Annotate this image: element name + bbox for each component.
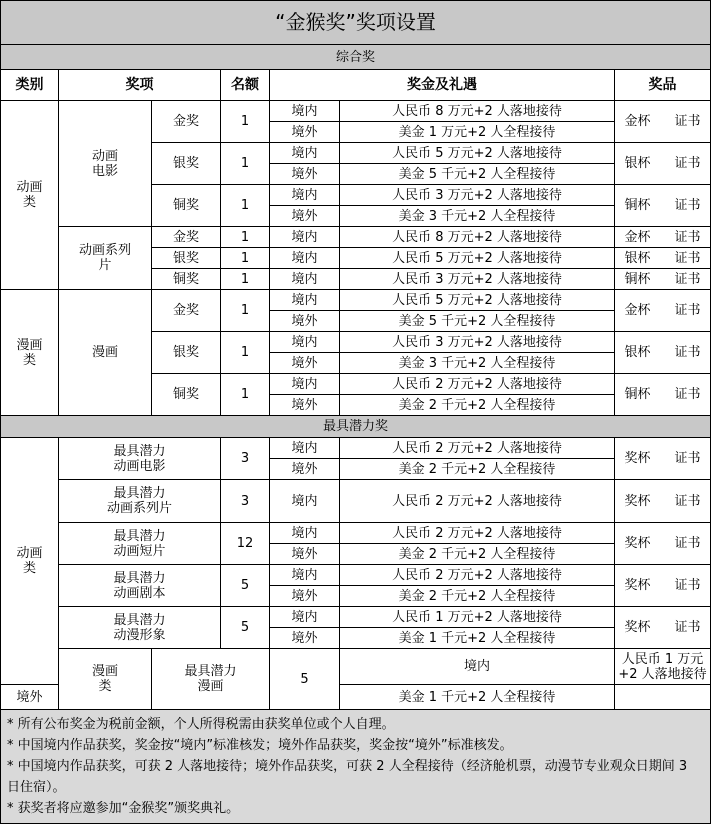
certificate: 证书 xyxy=(674,578,701,593)
potential-script-domestic: 人民币 2 万元+2 人落地接待 xyxy=(340,565,615,586)
potential-script-overseas: 美金 2 千元+2 人全程接待 xyxy=(340,586,615,607)
region-domestic: 境内 xyxy=(270,438,340,459)
region-domestic: 境内 xyxy=(270,480,340,523)
potential-series-award xyxy=(59,480,221,523)
bronze-cup: 铜杯 xyxy=(624,198,651,213)
certificate: 证书 xyxy=(674,345,701,360)
potential-category-comic-label: 漫画 类 xyxy=(91,664,118,694)
potential-film-award xyxy=(59,438,221,480)
region-overseas: 境外 xyxy=(270,459,340,480)
award-animated-series-label: 动画系列 片 xyxy=(78,243,131,273)
potential-character-prize xyxy=(615,607,711,649)
potential-film-domestic: 人民币 2 万元+2 人落地接待 xyxy=(340,438,615,459)
film-silver-prize xyxy=(615,143,711,185)
comic-bronze-prize xyxy=(615,374,711,416)
comic-gold-overseas: 美金 5 千元+2 人全程接待 xyxy=(340,311,615,332)
gold-cup: 金杯 xyxy=(624,114,651,129)
potential-comic-overseas: 美金 1 千元+2 人全程接待 xyxy=(340,685,615,710)
potential-comic-label: 最具潜力 漫画 xyxy=(184,664,237,694)
comic-bronze-quota: 1 xyxy=(221,374,270,416)
silver-cup: 银杯 xyxy=(624,156,651,171)
region-domestic: 境内 xyxy=(270,565,340,586)
region-overseas: 境外 xyxy=(1,685,59,710)
comic-gold-domestic: 人民币 5 万元+2 人落地接待 xyxy=(340,290,615,311)
region-domestic: 境内 xyxy=(270,290,340,311)
document-title: “金猴奖”奖项设置 xyxy=(1,1,711,45)
region-domestic: 境内 xyxy=(270,101,340,122)
certificate: 证书 xyxy=(674,303,701,318)
header-prize-money: 奖金及礼遇 xyxy=(270,70,615,101)
potential-script-label: 最具潜力 动画剧本 xyxy=(113,570,166,601)
section-potential: 最具潜力奖 xyxy=(1,416,711,438)
category-comic-label: 漫画 类 xyxy=(16,337,43,368)
potential-series-quota: 3 xyxy=(221,480,270,523)
potential-short-overseas: 美金 2 千元+2 人全程接待 xyxy=(340,544,615,565)
award-comic: 漫画 xyxy=(59,290,152,416)
series-bronze-quota: 1 xyxy=(221,269,270,290)
trophy: 奖杯 xyxy=(624,493,651,509)
region-domestic: 境内 xyxy=(270,143,340,164)
potential-script-quota: 5 xyxy=(221,565,270,607)
series-gold-award: 金奖 xyxy=(152,227,221,248)
region-overseas: 境外 xyxy=(270,206,340,227)
series-gold-domestic: 人民币 8 万元+2 人落地接待 xyxy=(340,227,615,248)
series-silver-domestic: 人民币 5 万元+2 人落地接待 xyxy=(340,248,615,269)
film-bronze-award: 铜奖 xyxy=(152,185,221,227)
certificate: 证书 xyxy=(674,387,701,402)
certificate: 证书 xyxy=(674,156,701,171)
film-silver-overseas: 美金 5 千元+2 人全程接待 xyxy=(340,164,615,185)
header-quota: 名额 xyxy=(221,70,270,101)
region-domestic: 境内 xyxy=(270,269,340,290)
certificate: 证书 xyxy=(674,198,701,213)
film-bronze-domestic: 人民币 3 万元+2 人落地接待 xyxy=(340,185,615,206)
certificate: 证书 xyxy=(674,536,701,551)
region-domestic: 境内 xyxy=(270,248,340,269)
potential-film-label: 最具潜力 动画电影 xyxy=(113,443,166,474)
film-bronze-prize xyxy=(615,185,711,227)
film-gold-domestic: 人民币 8 万元+2 人落地接待 xyxy=(340,101,615,122)
potential-short-award xyxy=(59,523,221,565)
series-bronze-domestic: 人民币 3 万元+2 人落地接待 xyxy=(340,269,615,290)
bronze-cup: 铜杯 xyxy=(624,387,651,402)
comic-bronze-award: 铜奖 xyxy=(152,374,221,416)
comic-bronze-domestic: 人民币 2 万元+2 人落地接待 xyxy=(340,374,615,395)
series-silver-prize xyxy=(615,248,711,269)
trophy: 奖杯 xyxy=(624,578,651,593)
certificate: 证书 xyxy=(674,620,701,635)
certificate: 证书 xyxy=(674,229,701,245)
potential-character-overseas: 美金 1 千元+2 人全程接待 xyxy=(340,628,615,649)
series-silver-award: 银奖 xyxy=(152,248,221,269)
potential-script-award xyxy=(59,565,221,607)
note-item: * 中国境内作品获奖，可获 2 人落地接待；境外作品获奖，可获 2 人全程接待（经济舱机票，动漫节专业观众日期间 3 日住宿）。 xyxy=(7,759,688,795)
film-silver-domestic: 人民币 5 万元+2 人落地接待 xyxy=(340,143,615,164)
film-gold-prize xyxy=(615,101,711,143)
potential-short-prize xyxy=(615,523,711,565)
comic-silver-overseas: 美金 3 千元+2 人全程接待 xyxy=(340,353,615,374)
gold-cup: 金杯 xyxy=(624,303,651,318)
potential-character-domestic: 人民币 1 万元+2 人落地接待 xyxy=(340,607,615,628)
comic-gold-award: 金奖 xyxy=(152,290,221,332)
header-prize: 奖品 xyxy=(615,70,711,101)
potential-series-prize xyxy=(615,480,711,523)
comic-gold-prize xyxy=(615,290,711,332)
region-overseas: 境外 xyxy=(270,586,340,607)
certificate: 证书 xyxy=(674,493,701,509)
region-domestic: 境内 xyxy=(270,374,340,395)
notes-block xyxy=(1,710,711,824)
category-comic xyxy=(1,290,59,416)
potential-comic-award xyxy=(152,649,270,710)
potential-short-domestic: 人民币 2 万元+2 人落地接待 xyxy=(340,523,615,544)
film-gold-quota: 1 xyxy=(221,101,270,143)
comic-silver-domestic: 人民币 3 万元+2 人落地接待 xyxy=(340,332,615,353)
award-animated-film-label: 动画 电影 xyxy=(91,148,118,179)
bronze-cup: 铜杯 xyxy=(624,271,651,287)
silver-cup: 银杯 xyxy=(624,250,651,266)
potential-comic-quota: 5 xyxy=(270,649,340,710)
award-animated-series xyxy=(59,227,152,290)
section-comprehensive: 综合奖 xyxy=(1,45,711,70)
region-overseas: 境外 xyxy=(270,122,340,143)
certificate: 证书 xyxy=(674,451,701,466)
trophy: 奖杯 xyxy=(624,620,651,635)
potential-character-quota: 5 xyxy=(221,607,270,649)
comic-bronze-overseas: 美金 2 千元+2 人全程接待 xyxy=(340,395,615,416)
series-silver-quota: 1 xyxy=(221,248,270,269)
category-animation xyxy=(1,101,59,290)
note-item: * 所有公布奖金为税前金额，个人所得税需由获奖单位或个人自理。 xyxy=(7,717,395,732)
potential-short-label: 最具潜力 动画短片 xyxy=(113,528,166,559)
certificate: 证书 xyxy=(674,271,701,287)
potential-category-animation-label: 动画 类 xyxy=(16,546,43,577)
comic-silver-award: 银奖 xyxy=(152,332,221,374)
region-overseas: 境外 xyxy=(270,628,340,649)
film-gold-award: 金奖 xyxy=(152,101,221,143)
region-domestic: 境内 xyxy=(270,523,340,544)
potential-film-overseas: 美金 2 千元+2 人全程接待 xyxy=(340,459,615,480)
certificate: 证书 xyxy=(674,114,701,129)
trophy: 奖杯 xyxy=(624,536,651,551)
region-overseas: 境外 xyxy=(270,395,340,416)
region-domestic: 境内 xyxy=(340,649,615,685)
region-domestic: 境内 xyxy=(270,227,340,248)
film-bronze-overseas: 美金 3 千元+2 人全程接待 xyxy=(340,206,615,227)
potential-character-label: 最具潜力 动漫形象 xyxy=(113,612,166,643)
award-animated-film xyxy=(59,101,152,227)
potential-film-quota: 3 xyxy=(221,438,270,480)
region-overseas: 境外 xyxy=(270,311,340,332)
series-gold-quota: 1 xyxy=(221,227,270,248)
potential-film-prize xyxy=(615,438,711,480)
series-bronze-prize xyxy=(615,269,711,290)
comic-gold-quota: 1 xyxy=(221,290,270,332)
film-silver-award: 银奖 xyxy=(152,143,221,185)
region-overseas: 境外 xyxy=(270,353,340,374)
film-silver-quota: 1 xyxy=(221,143,270,185)
film-bronze-quota: 1 xyxy=(221,185,270,227)
potential-character-award xyxy=(59,607,221,649)
potential-category-comic xyxy=(59,649,152,710)
potential-comic-domestic: 人民币 1 万元+2 人落地接待 xyxy=(615,649,711,685)
potential-series-domestic: 人民币 2 万元+2 人落地接待 xyxy=(340,480,615,523)
certificate: 证书 xyxy=(674,250,701,266)
region-overseas: 境外 xyxy=(270,164,340,185)
series-gold-prize xyxy=(615,227,711,248)
region-domestic: 境内 xyxy=(270,332,340,353)
gold-cup: 金杯 xyxy=(624,229,651,245)
comic-silver-prize xyxy=(615,332,711,374)
header-category: 类别 xyxy=(1,70,59,101)
film-gold-overseas: 美金 1 万元+2 人全程接待 xyxy=(340,122,615,143)
potential-category-animation xyxy=(1,438,59,685)
region-domestic: 境内 xyxy=(270,607,340,628)
region-domestic: 境内 xyxy=(270,185,340,206)
silver-cup: 银杯 xyxy=(624,345,651,360)
trophy: 奖杯 xyxy=(624,451,651,466)
comic-silver-quota: 1 xyxy=(221,332,270,374)
note-item: * 获奖者将应邀参加“金猴奖”颁奖典礼。 xyxy=(7,801,240,816)
category-animation-label: 动画 类 xyxy=(16,180,43,210)
potential-series-label: 最具潜力 动画系列片 xyxy=(106,486,172,516)
note-item: * 中国境内作品获奖，奖金按“境内”标准核发；境外作品获奖，奖金按“境外”标准核发。 xyxy=(7,738,513,753)
region-overseas: 境外 xyxy=(270,544,340,565)
header-award: 奖项 xyxy=(59,70,221,101)
potential-short-quota: 12 xyxy=(221,523,270,565)
potential-script-prize xyxy=(615,565,711,607)
series-bronze-award: 铜奖 xyxy=(152,269,221,290)
